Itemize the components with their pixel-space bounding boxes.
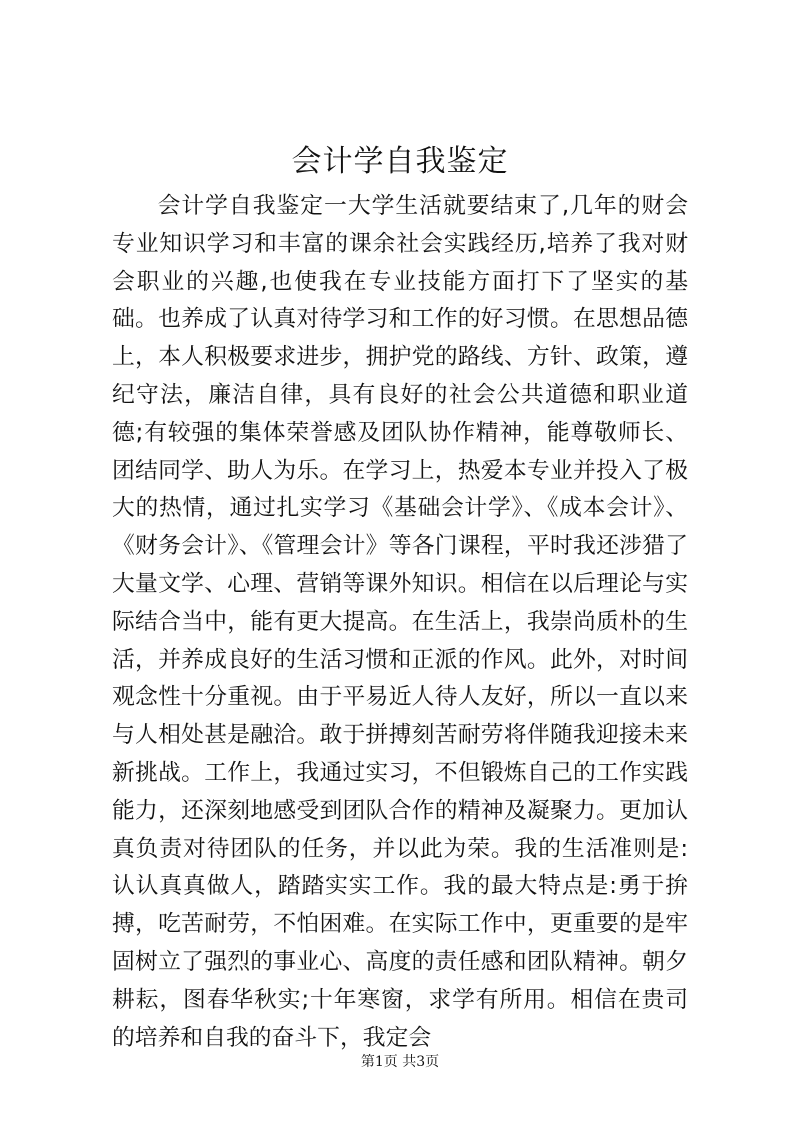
- document-title: 会计学自我鉴定: [291, 144, 509, 179]
- document-body: 会计学自我鉴定一大学生活就要结束了,几年的财会专业知识学习和丰富的课余社会实践经历,培养了我对财会职业的兴趣,也使我在专业技能方面打下了坚实的基础。也养成了认真对待学习和工作的好习惯。在思想品德上，本人积极要求进步，拥护党的路线、方针、政策，遵纪守法，廉洁自律，具有良好的社会公共道德和职业道德;有较强的集体荣誉感及团队协作精神，能尊敬师长、团结同学、助人为乐。在学习上，热爱本专业并投入了极大的热情，通过扎实学习《基础会计学》、《成本会计》、《财务会计》、《管理会计》等各门课程，平时我还涉猎了大量文学、心理、营销等课外知识。相信在以后理论与实际结合当中，能有更大提高。在生活上，我崇尚质朴的生活，并养成良好的生活习惯和正派的作风。此外，对时间观念性十分重视。由于平易近人待人友好，所以一直以来与人相处甚是融洽。敢于拼搏刻苦耐劳将伴随我迎接未来新挑战。工作上，我通过实习，不但锻炼自己的工作实践能力，还深刻地感受到团队合作的精神及凝聚力。更加认真负责对待团队的任务，并以此为荣。我的生活准则是:认认真真做人，踏踏实实工作。我的最大特点是:勇于拚搏，吃苦耐劳，不怕困难。在实际工作中，更重要的是牢固树立了强烈的事业心、高度的责任感和团队精神。朝夕耕耘，图春华秋实;十年寒窗，求学有所用。相信在贵司的培养和自我的奋斗下，我定会: [112, 193, 688, 1051]
- page-footer: 第1页 共3页: [360, 1054, 440, 1070]
